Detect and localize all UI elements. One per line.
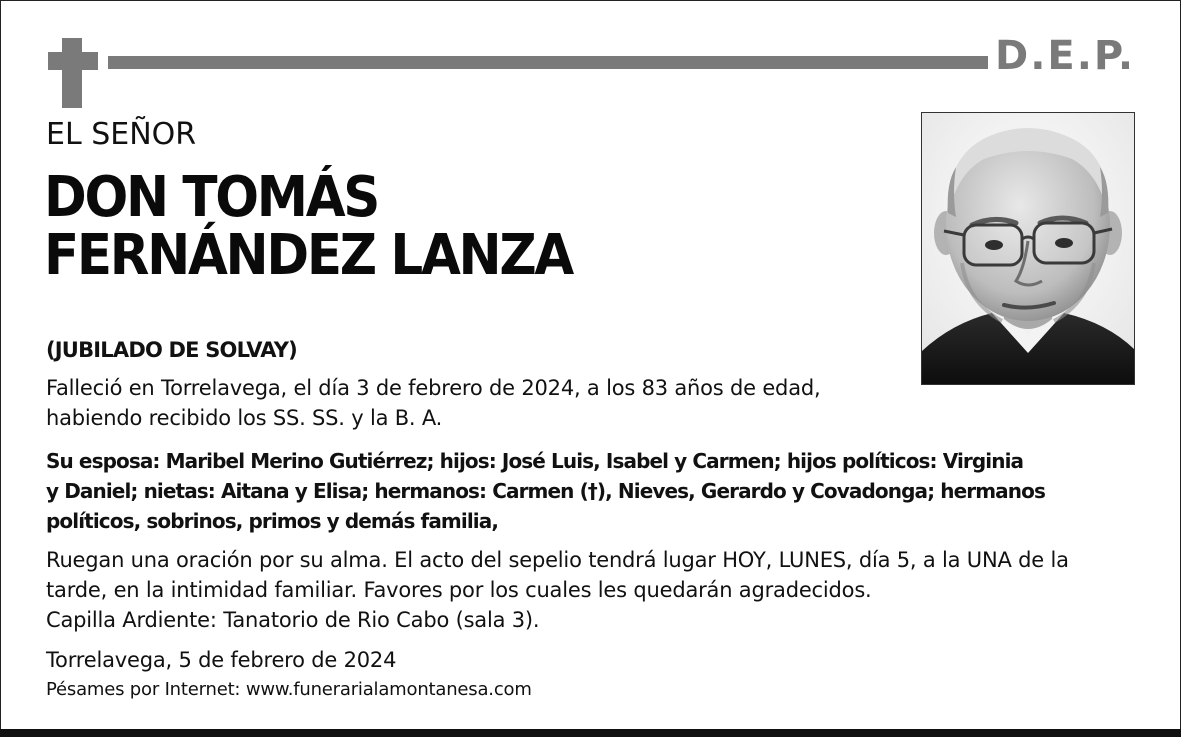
condolences-website: Pésames por Internet: www.funerarialamontanesa.com (46, 679, 532, 700)
chapel-info: Capilla Ardiente: Tanatorio de Rio Cabo (sala 3). (46, 608, 540, 632)
portrait-photo (921, 112, 1135, 385)
family-list (46, 446, 1146, 536)
portrait-illustration (922, 113, 1134, 384)
family-line-2: y Daniel; nietas: Aitana y Elisa; hermanos: Carmen (†), Nieves, Gerardo y Covadonga; hermanos (46, 479, 1045, 503)
name-line-2: FERNÁNDEZ LANZA (44, 223, 572, 288)
death-info-line-1: Falleció en Torrelavega, el día 3 de febrero de 2024, a los 83 años de edad, (46, 376, 821, 400)
prayer-line-2: tarde, en la intimidad familiar. Favores por los cuales les quedarán agradecidos. (46, 578, 872, 602)
bottom-border (0, 729, 1181, 737)
prayer-line-1: Ruegan una oración por su alma. El acto del sepelio tendrá lugar HOY, LUNES, día 5, a la UNA de la (46, 548, 1069, 572)
death-info-line-2: habiendo recibido los SS. SS. y la B. A. (46, 406, 443, 430)
occupation: (JUBILADO DE SOLVAY) (46, 338, 297, 362)
header-rule (108, 56, 988, 69)
honorific: EL SEÑOR (46, 117, 197, 152)
deceased-name (44, 165, 572, 288)
place-date: Torrelavega, 5 de febrero de 2024 (46, 648, 397, 672)
dep-label: D.E.P. (995, 33, 1136, 79)
name-line-1: DON TOMÁS (44, 165, 379, 230)
family-line-1: Su esposa: Maribel Merino Gutiérrez; hijos: José Luis, Isabel y Carmen; hijos políticos: Virginia (46, 449, 1024, 473)
family-line-3: políticos, sobrinos, primos y demás familia, (46, 509, 499, 533)
